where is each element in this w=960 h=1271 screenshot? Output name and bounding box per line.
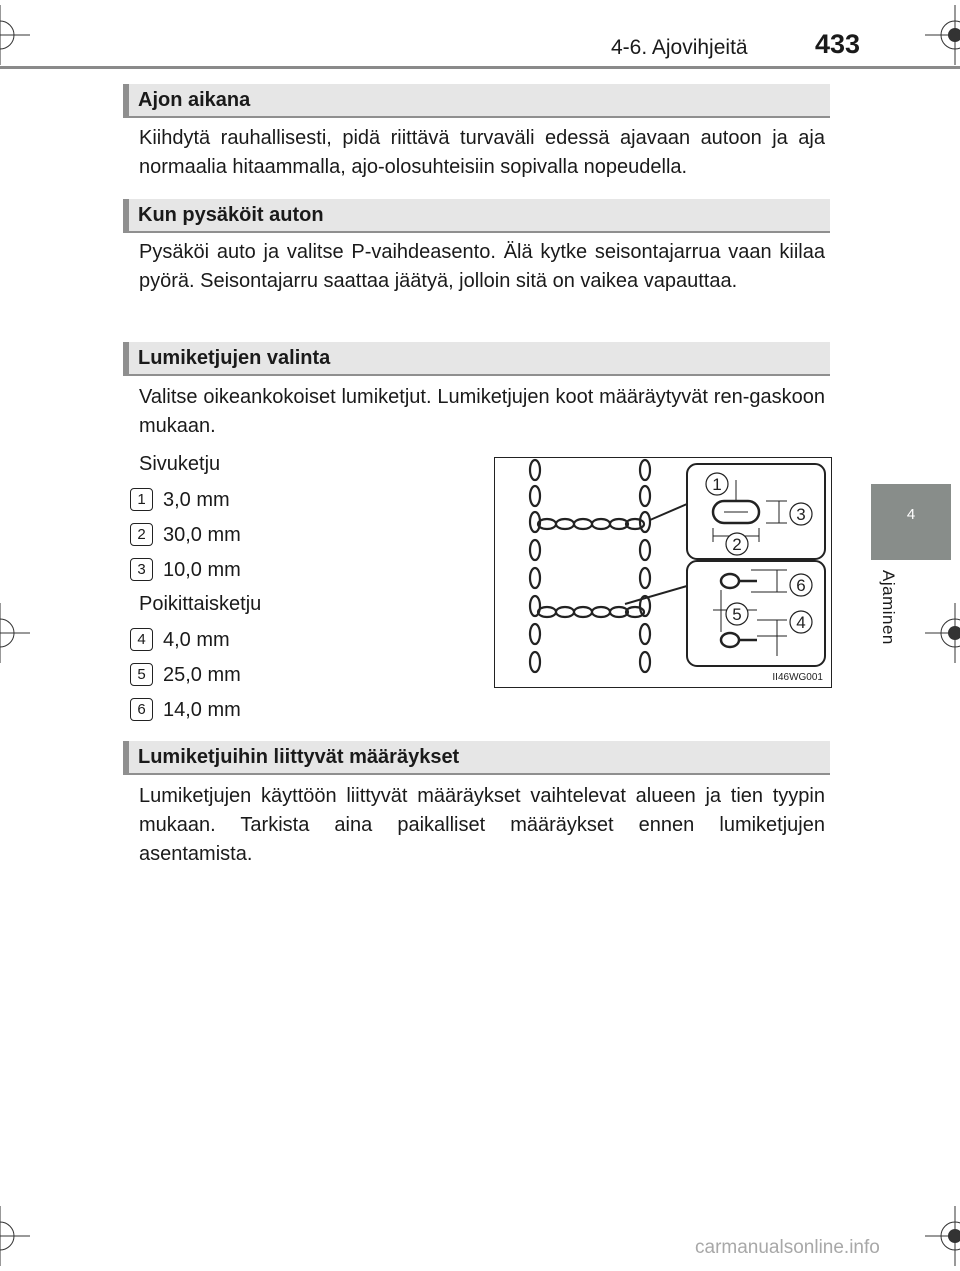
spec-item: 3 10,0 mm	[130, 558, 241, 582]
callout-number: 5	[130, 663, 153, 686]
section-heading-driving: Ajon aikana	[123, 84, 830, 118]
chain-regulations-paragraph: Lumiketjujen käyttöön liittyvät määräykset vaihtelevat alueen ja tien tyypin mukaan. Tarkista aina paikalliset määräykset ennen lumiketjujen asentamista.	[139, 785, 825, 865]
crop-mark-top-left	[0, 5, 30, 65]
watermark: carmanualsonline.info	[695, 1237, 880, 1258]
crop-mark-top-right	[925, 5, 960, 65]
callout-1: 1	[712, 475, 722, 494]
section-title: 4-6. Ajovihjeitä	[611, 36, 748, 59]
page-number: 433	[815, 29, 861, 59]
spec-item: 6 14,0 mm	[130, 698, 241, 722]
callout-3: 3	[796, 505, 806, 524]
chapter-number: 4	[906, 506, 916, 523]
crop-mark-mid-left	[0, 603, 30, 663]
section-heading-chain-selection: Lumiketjujen valinta	[123, 342, 830, 376]
chapter-tab[interactable]	[871, 484, 951, 560]
crop-mark-bottom-right	[925, 1206, 960, 1266]
side-chain-label: Sivuketju	[139, 453, 221, 475]
crop-mark-mid-right	[925, 603, 960, 663]
chapter-label: Ajaminen	[879, 570, 898, 645]
callout-5: 5	[732, 605, 742, 624]
callout-6: 6	[796, 576, 806, 595]
spec-item: 4 4,0 mm	[130, 628, 230, 652]
chain-selection-paragraph: Valitse oikeankokoiset lumiketjut. Lumiketjujen koot määräytyvät ren-gaskoon mukaan.	[139, 386, 825, 437]
spec-item: 1 3,0 mm	[130, 488, 230, 512]
driving-paragraph: Kiihdytä rauhallisesti, pidä riittävä turvaväli edessä ajavaan autoon ja aja normaalia hitaammalla, ajo-olosuhteisiin sopivalla nopeudella.	[139, 127, 825, 178]
spec-item: 2 30,0 mm	[130, 523, 241, 547]
header-rule	[0, 66, 960, 69]
snow-chain-diagram	[494, 457, 832, 688]
callout-number: 6	[130, 698, 153, 721]
callout-number: 4	[130, 628, 153, 651]
section-heading-parking: Kun pysäköit auton	[123, 199, 830, 233]
crop-mark-bottom-left	[0, 1206, 30, 1266]
callout-number: 3	[130, 558, 153, 581]
callout-number: 1	[130, 488, 153, 511]
callout-2: 2	[732, 535, 742, 554]
section-heading-chain-regulations: Lumiketjuihin liittyvät määräykset	[123, 741, 830, 775]
figure-code: II46WG001	[772, 672, 823, 683]
spec-item: 5 25,0 mm	[130, 663, 241, 687]
callout-number: 2	[130, 523, 153, 546]
parking-paragraph: Pysäköi auto ja valitse P-vaihdeasento. Älä kytke seisontajarrua vaan kiilaa pyörä. Seisontajarru saattaa jäätyä, jolloin sitä on vaikea vapauttaa.	[139, 241, 825, 292]
cross-chain-label: Poikittaisketju	[139, 593, 262, 615]
callout-4: 4	[796, 613, 806, 632]
